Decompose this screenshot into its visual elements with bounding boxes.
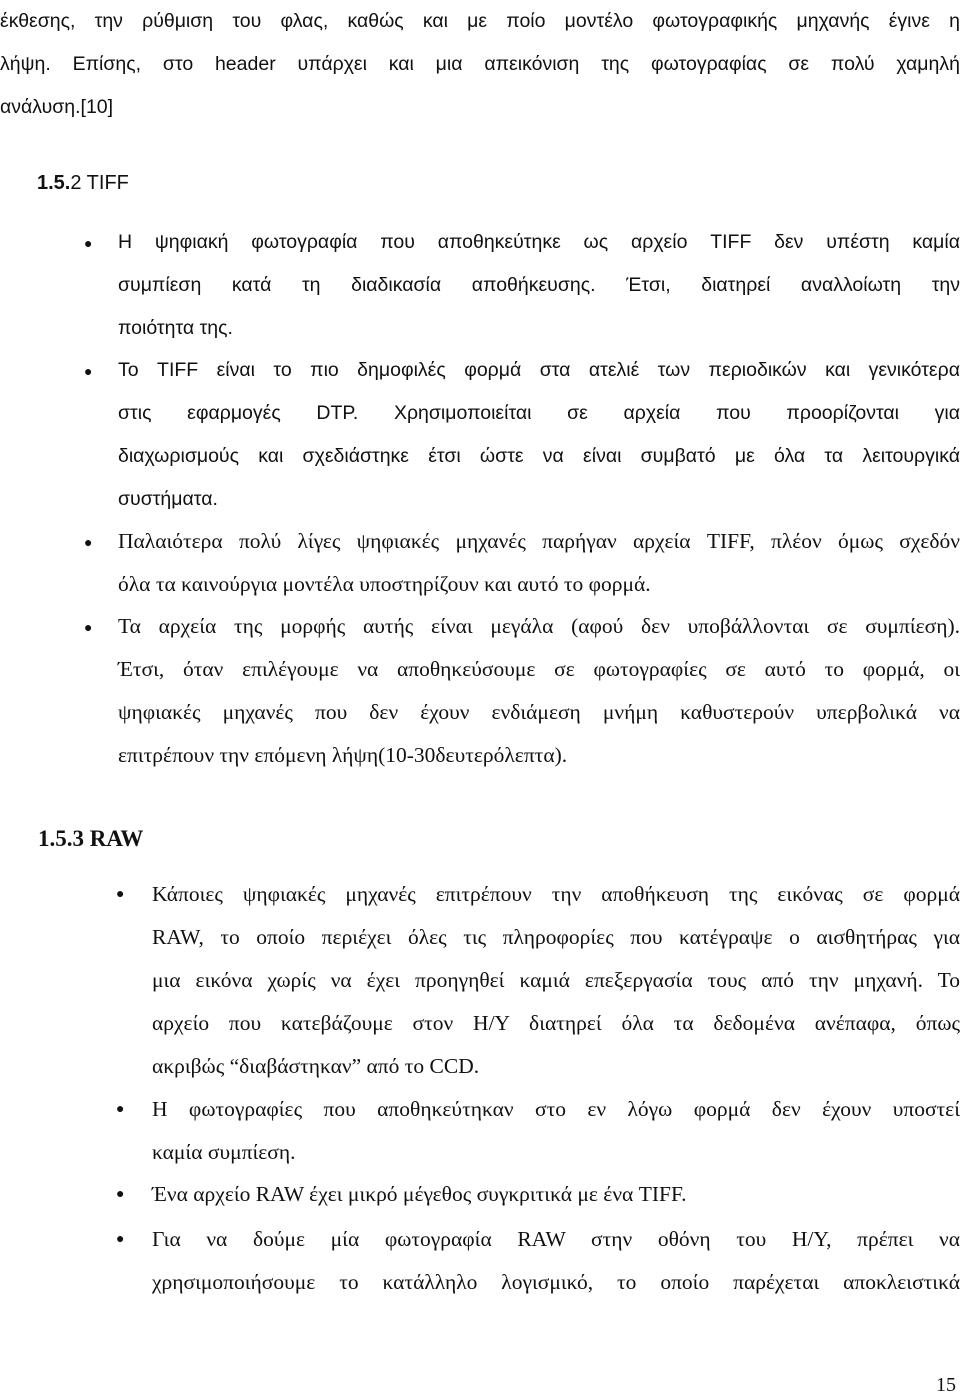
bullet-icon: ● [116, 1102, 125, 1117]
list-item-line: Η φωτογραφίες που αποθηκεύτηκαν στο εν λόγω φορμά δεν έχουν υποστεί [152, 1097, 960, 1121]
list-item-line: μια εικόνα χωρίς να έχει προηγηθεί καμιά επεξεργασία τους από την μηχανή. Το [152, 968, 960, 992]
list-item [118, 520, 960, 606]
list-item-line: ποιότητα της. [118, 317, 233, 339]
list-item [118, 605, 960, 777]
bullet-icon: ● [116, 1232, 125, 1247]
bullet-icon: ● [84, 363, 93, 379]
list-item-line: συμπίεση κατά τη διαδικασία αποθήκευσης. Έτσι, διατηρεί αναλλοίωτη την [118, 274, 960, 296]
list-item-line: Ένα αρχείο RAW έχει μικρό μέγεθος συγκριτικά με ένα TIFF. [152, 1182, 687, 1206]
section-heading-raw: 1.5.3 RAW [38, 826, 144, 851]
list-item [118, 349, 960, 521]
list-item [152, 873, 960, 1088]
heading-number: 1.5. [37, 172, 71, 194]
list-item-line: Το TIFF είναι το πιο δημοφιλές φορμά στα ατελιέ των περιοδικών και γενικότερα [118, 359, 960, 381]
list-item-line: ακριβώς “διαβάστηκαν” από το CCD. [152, 1054, 480, 1078]
list-item-line: αρχείο που κατεβάζουμε στον Η/Υ διατηρεί όλα τα δεδομένα ανέπαφα, όπως [152, 1011, 960, 1035]
list-item-line: συστήματα. [118, 488, 218, 510]
list-item [118, 221, 960, 350]
intro-line: ανάλυση.[10] [0, 96, 114, 118]
list-item-line: Έτσι, όταν επιλέγουμε να αποθηκεύσουμε σε φωτογραφίες σε αυτό το φορμά, οι [118, 657, 960, 681]
list-item-line: Η ψηφιακή φωτογραφία που αποθηκεύτηκε ως αρχείο TIFF δεν υπέστη καμία [118, 231, 960, 253]
list-item-line: διαχωρισμούς και σχεδιάστηκε έτσι ώστε να είναι συμβατό με όλα τα λειτουργικά [118, 445, 960, 467]
list-item-line: RAW, το οποίο περιέχει όλες τις πληροφορίες που κατέγραψε ο αισθητήρας για [152, 925, 960, 949]
list-item-line: Τα αρχεία της μορφής αυτής είναι μεγάλα (αφού δεν υποβάλλονται σε συμπίεση). [118, 614, 960, 638]
list-item [152, 1088, 960, 1174]
heading-title: 2 TIFF [70, 172, 129, 194]
list-item-line: καμία συμπίεση. [152, 1140, 296, 1164]
intro-line: έκθεσης, την ρύθμιση του φλας, καθώς και με ποίο μοντέλο φωτογραφικής μηχανής έγινε η [0, 10, 960, 32]
list-item-line: Για να δούμε μία φωτογραφία RAW στην οθόνη του Η/Υ, πρέπει να [152, 1227, 960, 1251]
list-item [152, 1173, 960, 1216]
bullet-icon: ● [116, 1187, 125, 1202]
list-item-line: επιτρέπουν την επόμενη λήψη(10-30δευτερόλεπτα). [118, 743, 568, 767]
section-heading-tiff [37, 172, 129, 195]
page-number: 15 [936, 1374, 956, 1396]
intro-line: λήψη. Επίσης, στο header υπάρχει και μια απεικόνιση της φωτογραφίας σε πολύ χαμηλή [0, 53, 960, 75]
list-item-line: Κάποιες ψηφιακές μηχανές επιτρέπουν την αποθήκευση της εικόνας σε φορμά [152, 882, 960, 906]
bullet-icon: ● [84, 534, 93, 550]
bullet-icon: ● [116, 887, 125, 902]
list-item [152, 1218, 960, 1304]
bullet-icon: ● [84, 235, 93, 251]
list-item-line: χρησιμοποιήσουμε το κατάλληλο λογισμικό, το οποίο παρέχεται αποκλειστικά [152, 1270, 960, 1294]
list-item-line: όλα τα καινούργια μοντέλα υποστηρίζουν και αυτό το φορμά. [118, 572, 651, 596]
list-item-line: Παλαιότερα πολύ λίγες ψηφιακές μηχανές παρήγαν αρχεία TIFF, πλέον όμως σχεδόν [118, 529, 960, 553]
list-item-line: στις εφαρμογές DTP. Χρησιμοποιείται σε αρχεία που προορίζονται για [118, 402, 960, 424]
bullet-icon: ● [84, 619, 93, 635]
intro-paragraph [0, 0, 960, 129]
list-item-line: ψηφιακές μηχανές που δεν έχουν ενδιάμεση μνήμη καθυστερούν υπερβολικά να [118, 700, 960, 724]
